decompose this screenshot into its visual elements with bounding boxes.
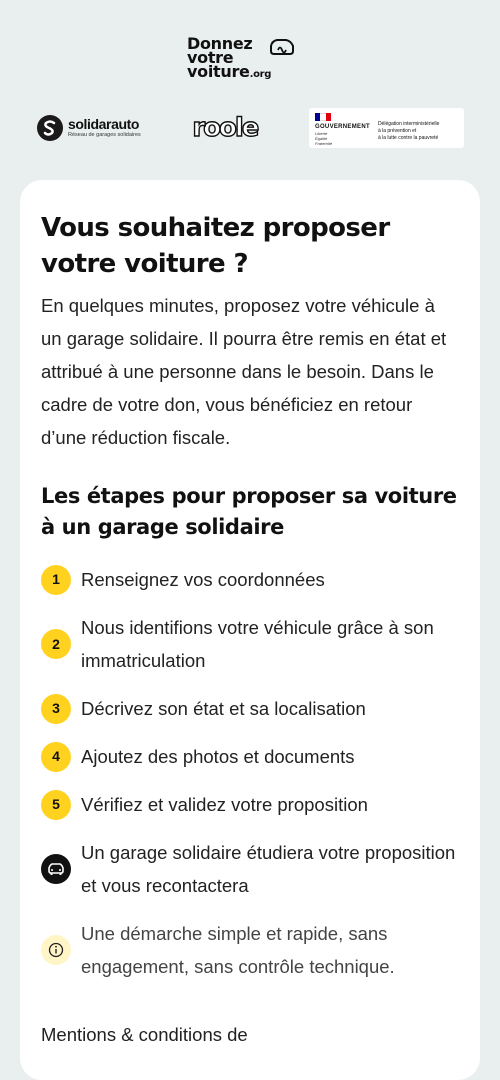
step-number-badge: 4: [41, 742, 71, 772]
step-number-badge: 1: [41, 565, 71, 595]
logo-line-3: [187, 62, 272, 82]
solidarauto-mark-icon: [36, 114, 64, 142]
solidarauto-logo[interactable]: [36, 114, 141, 142]
french-flag-icon: [315, 113, 331, 121]
gouv-desc-line-2: à la prévention et: [377, 127, 417, 134]
step-number-badge: 3: [41, 694, 71, 724]
gouvernement-name: GOUVERNEMENT: [315, 124, 370, 130]
solidarauto-tagline: Réseau de garages solidaires: [68, 132, 141, 139]
logo-car-icon: [267, 36, 297, 60]
logo-line-1: Donnez: [187, 34, 253, 53]
step-text: Ajoutez des photos et documents: [81, 746, 355, 767]
logo-suffix: .org: [249, 69, 272, 80]
step-text: Nous identifions votre véhicule grâce à son immatriculation: [81, 617, 434, 671]
step-text: Une démarche simple et rapide, sans engagement, sans contrôle technique.: [81, 923, 395, 977]
site-logo-container: [0, 34, 500, 82]
roole-logo[interactable]: roole: [192, 113, 258, 143]
logo-line-3-word: voiture: [187, 62, 250, 81]
step-item-4: [41, 740, 460, 773]
gouv-desc-line-3: à la lutte contre la pauvreté: [377, 134, 439, 141]
intro-paragraph: En quelques minutes, proposez votre véhicule à un garage solidaire. Il pourra être remis en état et attribué à une personne dans le besoin. Dans le cadre de votre don, vous bénéficiez en retour d’une réduction fiscale.: [41, 295, 447, 448]
main-card: [20, 180, 480, 1080]
step-text: Renseignez vos coordonnées: [81, 569, 325, 590]
step-item-garage: [41, 836, 460, 902]
donnez-votre-voiture-logo[interactable]: [185, 34, 315, 82]
step-text: Vérifiez et validez votre proposition: [81, 794, 368, 815]
page-title: Vous souhaitez proposer votre voiture ?: [41, 213, 390, 279]
bottom-partial-text: Mentions & conditions de: [41, 1024, 248, 1045]
motto-egalite: Égalité: [315, 135, 328, 141]
motto-fraternite: Fraternité: [315, 140, 333, 146]
step-item-3: [41, 692, 460, 725]
step-item-5: [41, 788, 460, 821]
step-number-badge: 5: [41, 790, 71, 820]
step-item-2: [41, 611, 460, 677]
step-number-badge: 2: [41, 629, 71, 659]
steps-title: Les étapes pour proposer sa voiture à un garage solidaire: [41, 484, 457, 539]
step-text: Décrivez son état et sa localisation: [81, 698, 366, 719]
motto-liberte: Liberté: [315, 131, 328, 136]
car-icon: [41, 854, 71, 884]
step-item-info: [41, 917, 460, 983]
step-text: Un garage solidaire étudiera votre proposition et vous recontactera: [81, 842, 456, 896]
logo-line-2: votre: [187, 48, 234, 67]
logo-wordmark: [187, 34, 272, 82]
solidarauto-name: solidarauto: [68, 116, 140, 133]
info-icon: [41, 935, 71, 965]
step-item-1: [41, 563, 460, 596]
gouvernement-motto: [315, 132, 370, 146]
gouv-desc-line-1: Délégation interministérielle: [377, 121, 440, 127]
gouvernement-description: [378, 121, 439, 141]
steps-list: [41, 563, 460, 983]
partner-logos: [36, 108, 464, 148]
gouvernement-logo[interactable]: [309, 108, 464, 148]
